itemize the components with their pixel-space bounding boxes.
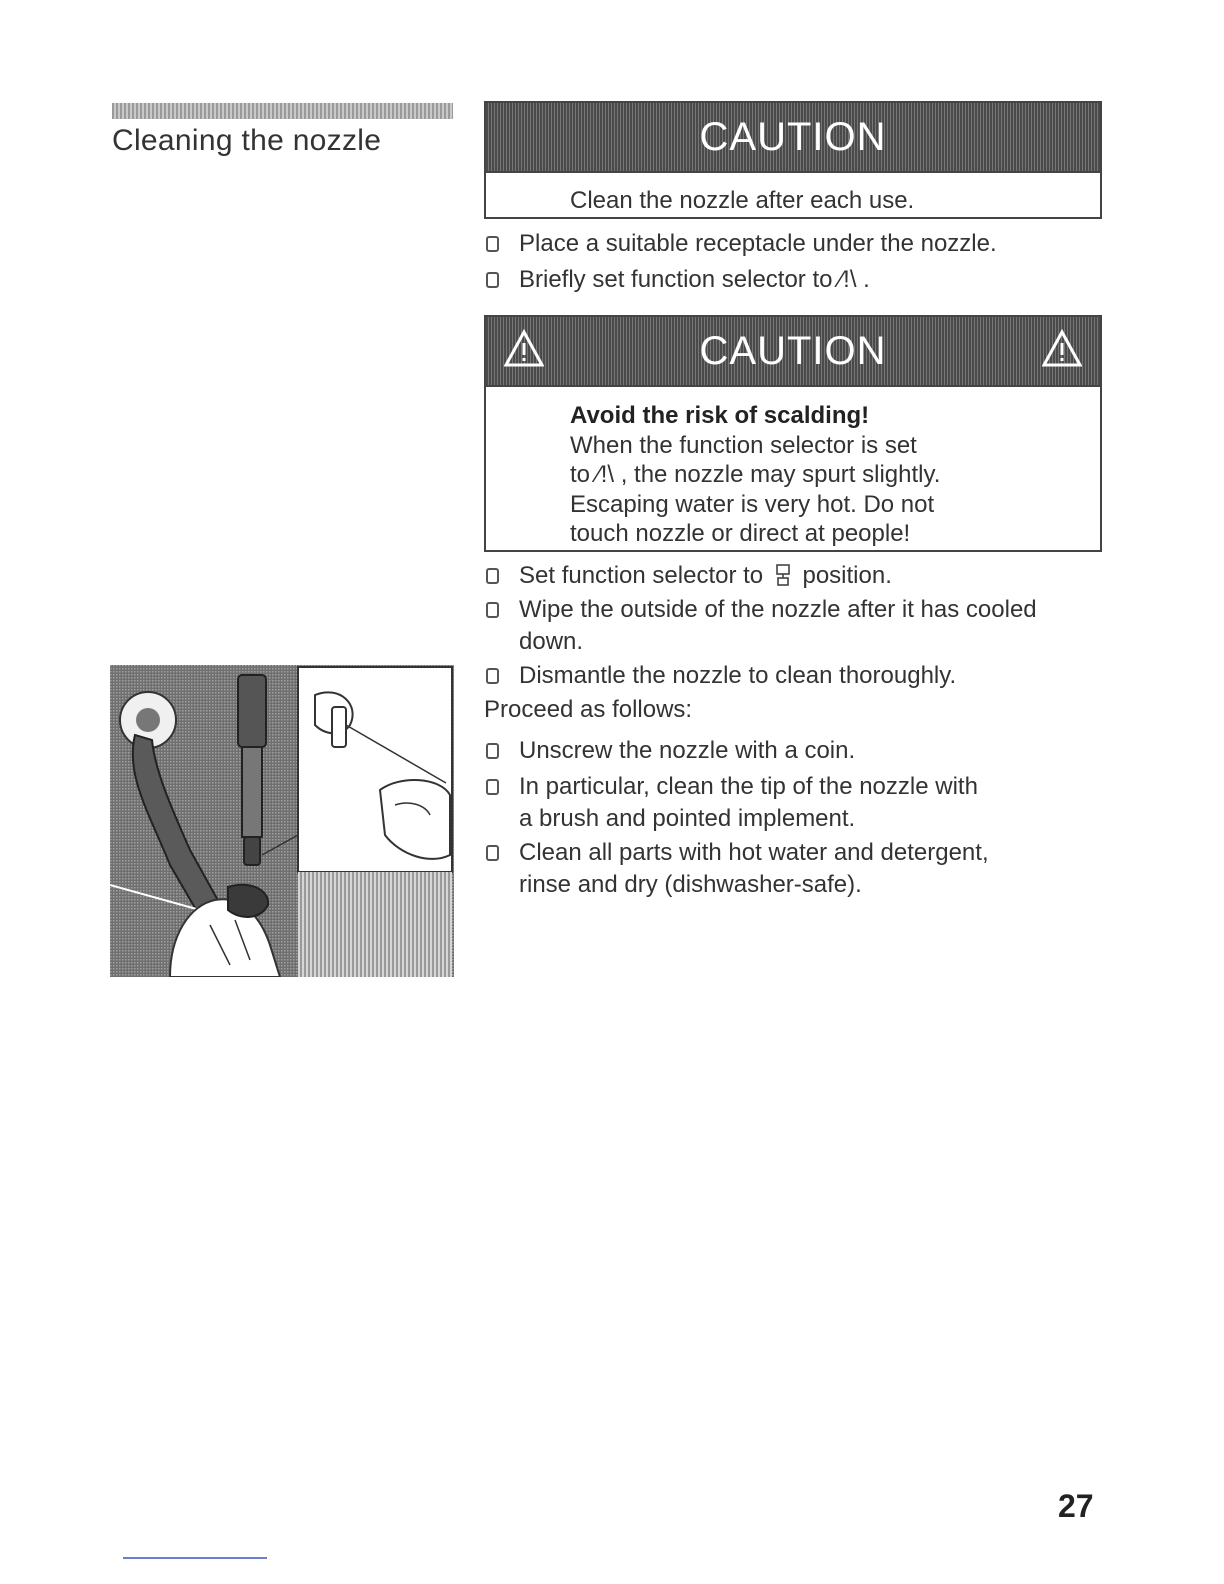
section-title: Cleaning the nozzle <box>112 124 382 157</box>
caution-line: touch nozzle or direct at people! <box>570 520 911 547</box>
caution-header <box>486 103 1100 173</box>
nozzle-cleaning-illustration <box>110 665 454 977</box>
list-item <box>484 228 1104 260</box>
step-text-part: Set function selector to <box>519 562 764 589</box>
step-text-part: a brush and pointed implement. <box>519 805 856 832</box>
checkbox-bullet-icon <box>486 568 499 584</box>
checkbox-bullet-icon <box>486 236 499 252</box>
caution-line: When the function selector is set <box>570 431 917 459</box>
caution-title: CAUTION <box>699 328 887 373</box>
step-text <box>519 771 978 835</box>
step-text-part: down. <box>519 628 584 655</box>
caution-body <box>486 387 1100 549</box>
checkbox-bullet-icon <box>486 668 499 684</box>
step-text-part: position. <box>802 562 892 589</box>
list-item <box>484 594 1104 658</box>
steps-list-b <box>484 560 1104 726</box>
caution-line: Escaping water is very hot. Do not <box>570 490 935 518</box>
caution-title: CAUTION <box>699 114 887 159</box>
checkbox-bullet-icon <box>486 272 499 288</box>
position-symbol-icon <box>774 563 792 587</box>
checkbox-bullet-icon <box>486 779 499 795</box>
steps-list-a <box>484 228 1104 296</box>
caution-box-2 <box>484 315 1102 552</box>
step-text <box>519 560 892 592</box>
list-item <box>484 771 1104 835</box>
step-text: Unscrew the nozzle with a coin. <box>519 737 856 764</box>
list-item <box>484 837 1104 901</box>
step-text <box>519 837 989 901</box>
footer-rule <box>123 1557 267 1559</box>
step-text-part: In particular, clean the tip of the nozzle with <box>519 773 978 800</box>
page-number: 27 <box>1058 1488 1094 1524</box>
step-text-part: rinse and dry (dishwasher-safe). <box>519 871 862 898</box>
caution-header <box>486 317 1100 387</box>
caution-box-1 <box>484 101 1102 219</box>
step-text: Dismantle the nozzle to clean thoroughly. <box>519 662 957 689</box>
proceed-text: Proceed as follows: <box>484 696 693 723</box>
checkbox-bullet-icon <box>486 602 499 618</box>
step-text <box>519 594 1037 658</box>
warning-triangle-icon <box>1042 329 1082 369</box>
step-text-part: Wipe the outside of the nozzle after it has cooled <box>519 596 1037 623</box>
caution-line: to ⁄!\ , the nozzle may spurt slightly. <box>570 461 941 488</box>
step-text: Place a suitable receptacle under the nozzle. <box>519 230 997 257</box>
list-item <box>484 660 1104 692</box>
warning-triangle-icon <box>504 329 544 369</box>
checkbox-bullet-icon <box>486 845 499 861</box>
caution-heading: Avoid the risk of scalding! <box>570 402 870 429</box>
list-item <box>484 735 1104 767</box>
steps-list-c <box>484 735 1104 901</box>
step-text-part: Clean all parts with hot water and detergent, <box>519 839 989 866</box>
checkbox-bullet-icon <box>486 743 499 759</box>
list-item <box>484 560 1104 592</box>
caution-text: Clean the nozzle after each use. <box>570 187 915 214</box>
heading-bar <box>112 103 453 119</box>
list-item <box>484 264 1104 296</box>
step-text: Briefly set function selector to ⁄!\ . <box>519 266 870 293</box>
